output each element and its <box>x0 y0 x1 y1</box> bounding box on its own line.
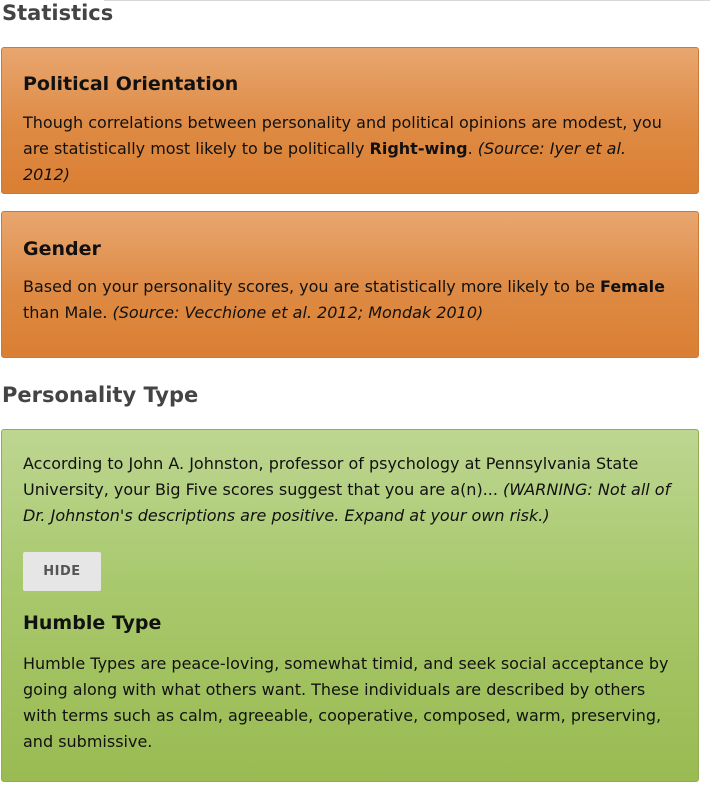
political-orientation-title: Political Orientation <box>23 73 239 95</box>
political-text-before: Though correlations between personality and political opinions are modest, you are statistically most likely to be politically <box>23 113 662 158</box>
humble-type-description: Humble Types are peace-loving, somewhat timid, and seek social acceptance by going along with what others want. These individuals are described by others with terms such as calm, agreeable, cooperative, composed, warm, preserving, and submissive. <box>23 654 669 751</box>
gender-text-after: than Male. <box>23 303 113 322</box>
personality-warning: (WARNING: Not all of Dr. Johnston's descriptions are positive. Expand at your own risk.) <box>23 480 671 525</box>
political-text-after: . <box>467 139 478 158</box>
gender-source: (Source: Vecchione et al. 2012; Mondak 2010) <box>112 303 484 322</box>
divider <box>104 0 710 1</box>
personality-intro-text: According to John A. Johnston, professor of psychology at Pennsylvania State University, your Big Five scores suggest that you are a(n)... <box>23 454 639 499</box>
personality-intro <box>23 451 677 529</box>
political-source: (Source: Iyer et al. 2012) <box>23 139 627 184</box>
hide-button[interactable]: HIDE <box>23 552 101 591</box>
statistics-title: Statistics <box>2 1 114 25</box>
political-orientation-card <box>1 47 699 194</box>
personality-type-card <box>1 429 699 782</box>
personality-type-title: Personality Type <box>2 383 199 407</box>
gender-text <box>23 274 677 326</box>
gender-text-before: Based on your personality scores, you are statistically more likely to be <box>23 277 601 296</box>
political-orientation-text <box>23 110 677 188</box>
political-highlight: Right-wing <box>369 139 468 158</box>
humble-type-title: Humble Type <box>23 612 162 634</box>
gender-title: Gender <box>23 238 101 260</box>
gender-highlight: Female <box>600 277 665 296</box>
gender-card <box>1 211 699 358</box>
